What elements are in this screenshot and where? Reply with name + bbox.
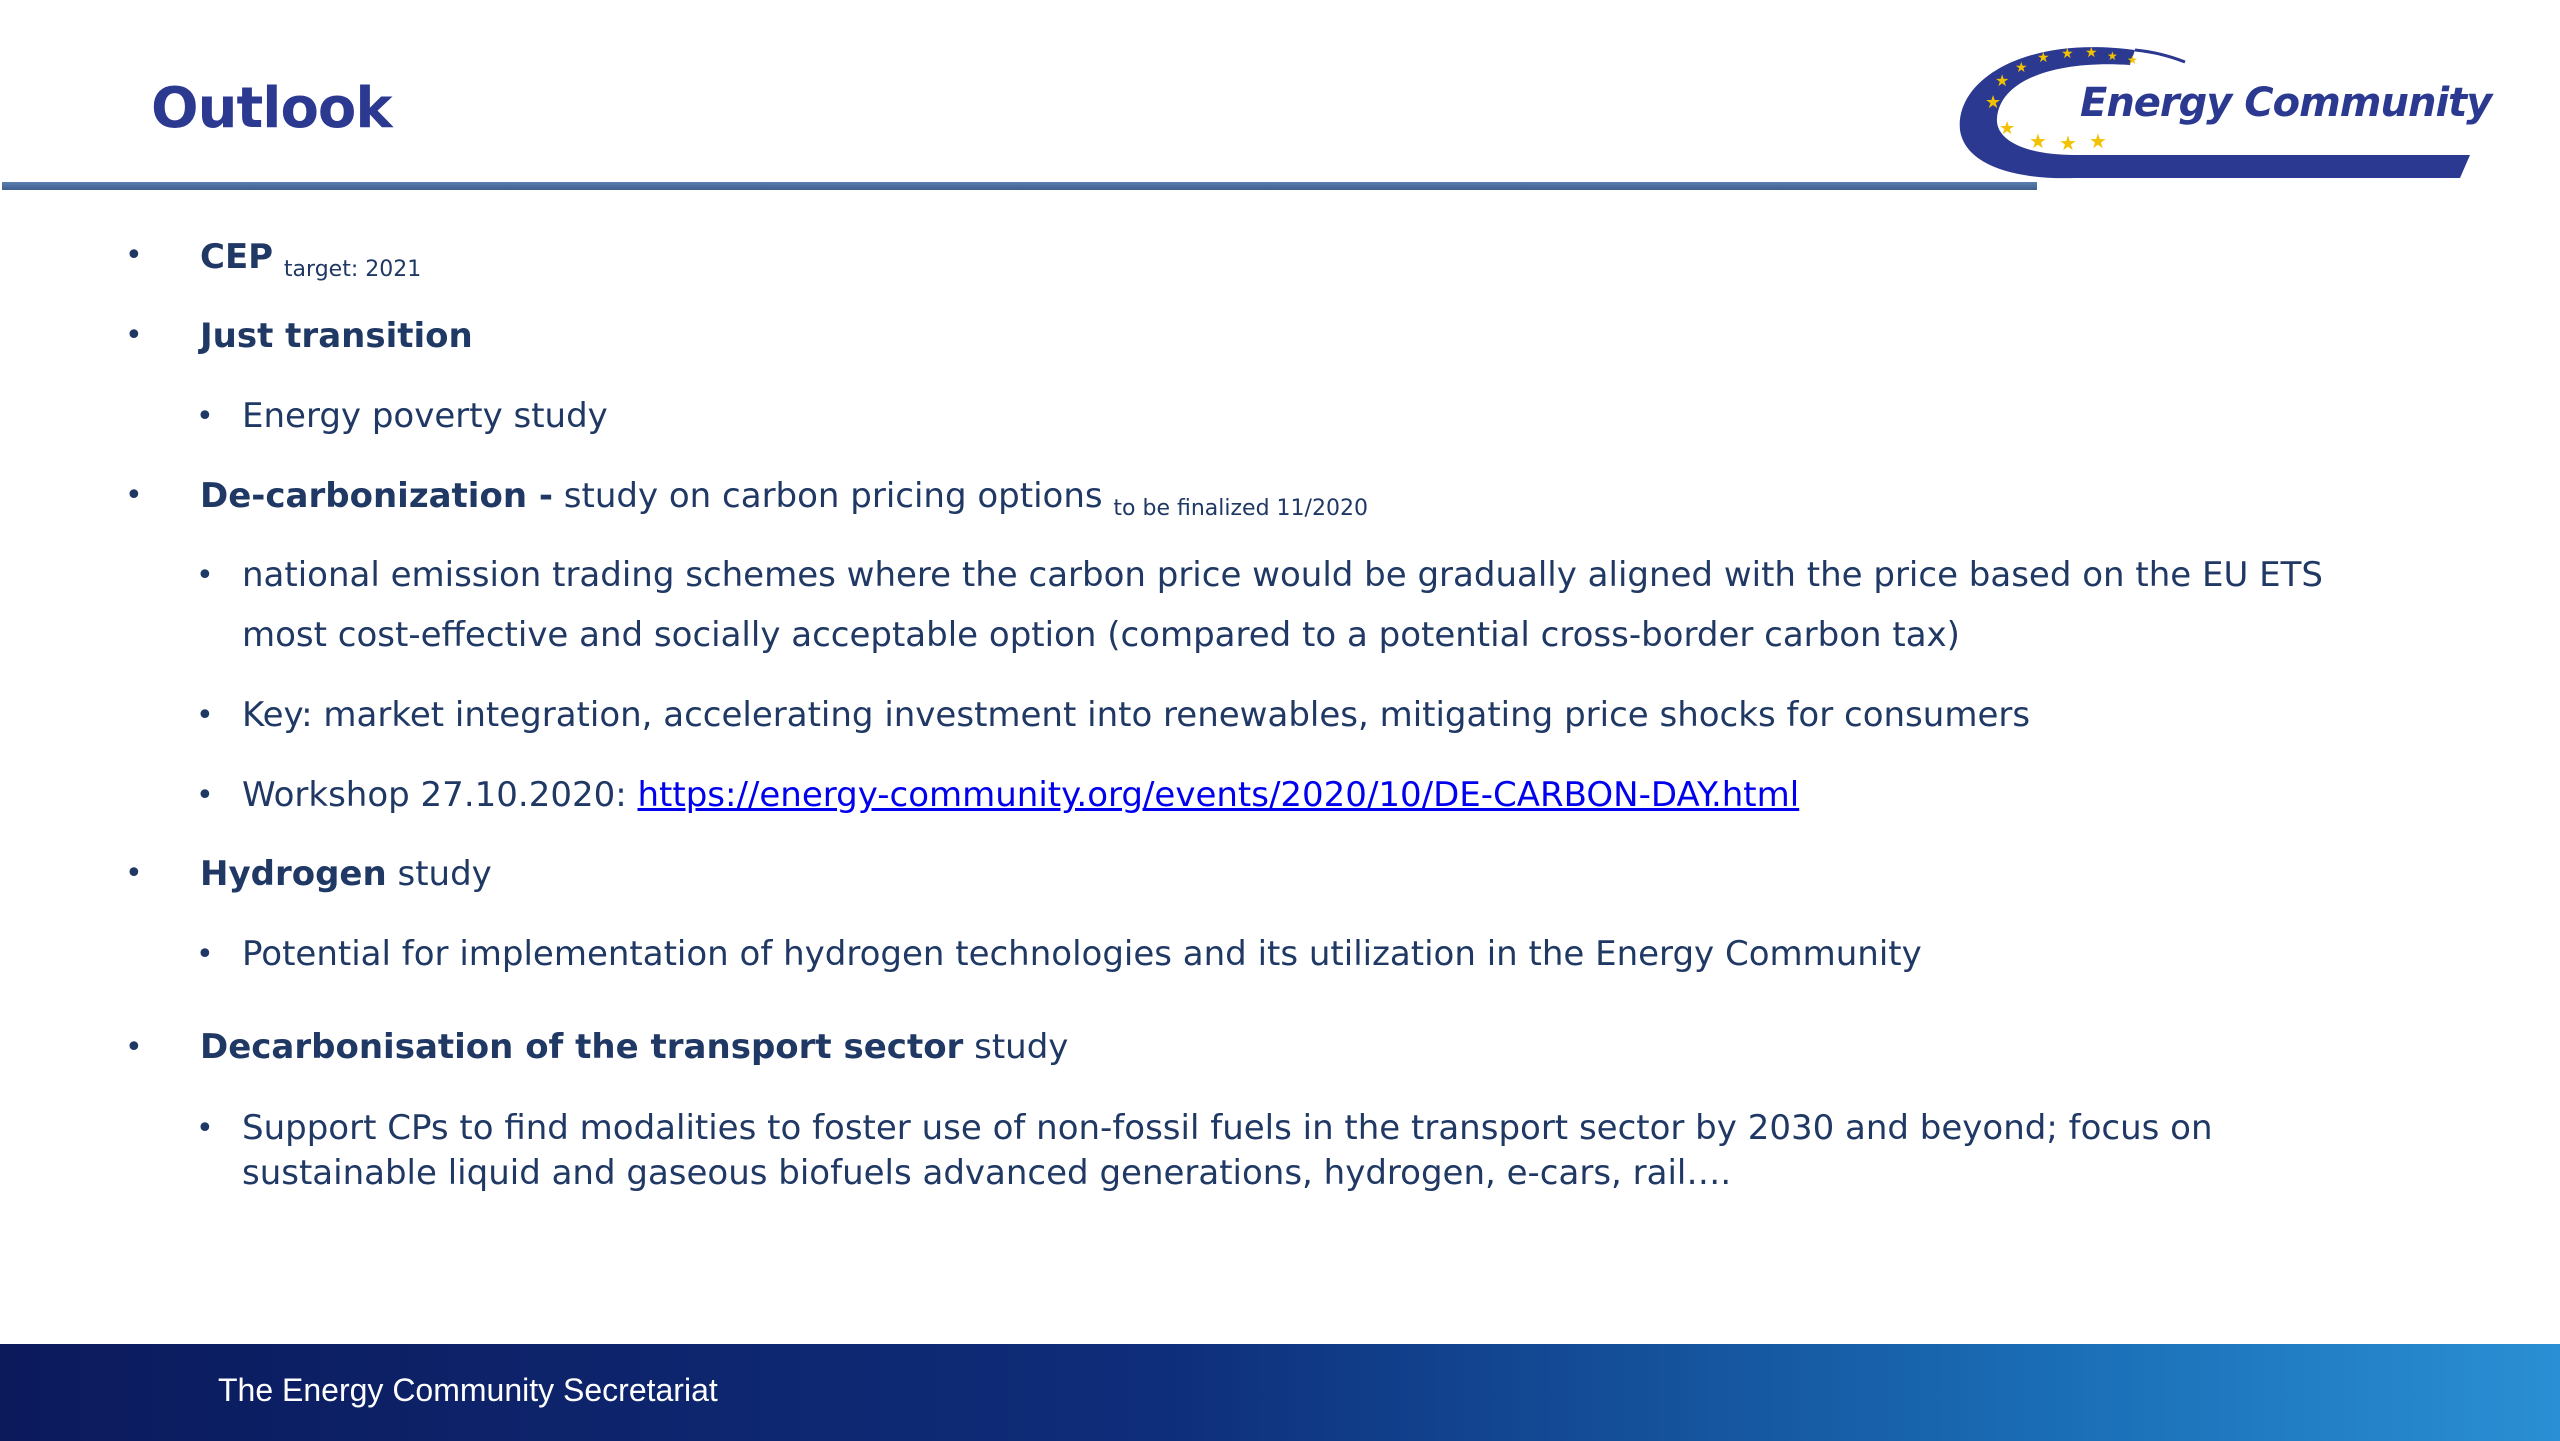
svg-text:★: ★ — [2061, 46, 2074, 62]
slide-title: Outlook — [151, 76, 392, 141]
bullet-cep — [200, 237, 422, 282]
sub-bullet-hydrogen-potential: Potential for implementation of hydrogen technologies and its utilization in the Energy Community — [242, 934, 1922, 974]
sub-bullet-icon: • — [196, 937, 214, 972]
sub-bullet-icon: • — [196, 1111, 214, 1146]
workshop-label: Workshop 27.10.2020: — [242, 775, 638, 815]
bullet-icon: • — [125, 478, 143, 513]
bullet-note: target: 2021 — [283, 257, 422, 282]
bullet-just-transition: Just transition — [200, 316, 473, 356]
bullet-label: Decarbonisation of the transport sector — [200, 1027, 964, 1067]
sub-bullet-icon: • — [196, 399, 214, 434]
sub-bullet-transport-line2: sustainable liquid and gaseous biofuels advanced generations, hydrogen, e-cars, rail…. — [242, 1153, 1732, 1193]
svg-text:★: ★ — [2029, 129, 2047, 153]
sub-bullet-ets-line2: most cost-effective and socially acceptable option (compared to a potential cross-border carbon tax) — [242, 615, 1960, 655]
bullet-note: to be finalized 11/2020 — [1113, 496, 1368, 521]
workshop-link[interactable]: https://energy-community.org/events/2020/10/DE-CARBON-DAY.html — [637, 775, 1800, 815]
svg-text:★: ★ — [1995, 71, 2010, 90]
bullet-decarbonization — [200, 476, 1368, 521]
svg-text:★: ★ — [2127, 53, 2138, 67]
sub-bullet-transport-line1: Support CPs to find modalities to foster use of non-fossil fuels in the transport sector by 2030 and beyond; focus on — [242, 1108, 2213, 1148]
bullet-label: Hydrogen — [200, 854, 387, 894]
svg-text:★: ★ — [2089, 129, 2107, 153]
svg-text:★: ★ — [2107, 49, 2118, 63]
sub-bullet-energy-poverty: Energy poverty study — [242, 396, 608, 436]
bullet-icon: • — [125, 318, 143, 353]
bullet-text: study — [386, 854, 492, 894]
svg-text:★: ★ — [2037, 50, 2050, 66]
bullet-icon: • — [125, 1030, 143, 1065]
footer-text: The Energy Community Secretariat — [218, 1372, 718, 1408]
title-divider — [2, 182, 2037, 190]
bullet-hydrogen — [200, 854, 492, 895]
sub-bullet-icon: • — [196, 558, 214, 593]
bullet-text: study — [963, 1027, 1069, 1067]
svg-text:★: ★ — [1999, 118, 2016, 139]
svg-text:★: ★ — [1985, 92, 2002, 113]
logo-wordmark: Energy Community — [2080, 80, 2492, 126]
bullet-label: CEP — [200, 237, 274, 277]
bullet-icon: • — [125, 856, 143, 891]
sub-bullet-icon: • — [196, 698, 214, 733]
energy-community-logo — [1955, 40, 2492, 185]
bullet-label: De-carbonization - — [200, 476, 553, 516]
sub-bullet-icon: • — [196, 778, 214, 813]
sub-bullet-workshop — [242, 775, 1799, 816]
bullet-icon: • — [125, 238, 143, 273]
bullet-text: study on carbon pricing options — [552, 476, 1103, 516]
sub-bullet-key: Key: market integration, accelerating investment into renewables, mitigating price shocks for consumers — [242, 695, 2031, 735]
sub-bullet-ets-line1: national emission trading schemes where the carbon price would be gradually aligned with the price based on the EU ETS — [242, 555, 2324, 595]
svg-text:★: ★ — [2059, 131, 2077, 155]
svg-text:★: ★ — [2085, 45, 2098, 61]
footer-bar — [0, 1344, 2560, 1441]
bullet-transport — [200, 1027, 1068, 1068]
svg-text:★: ★ — [2015, 60, 2028, 76]
